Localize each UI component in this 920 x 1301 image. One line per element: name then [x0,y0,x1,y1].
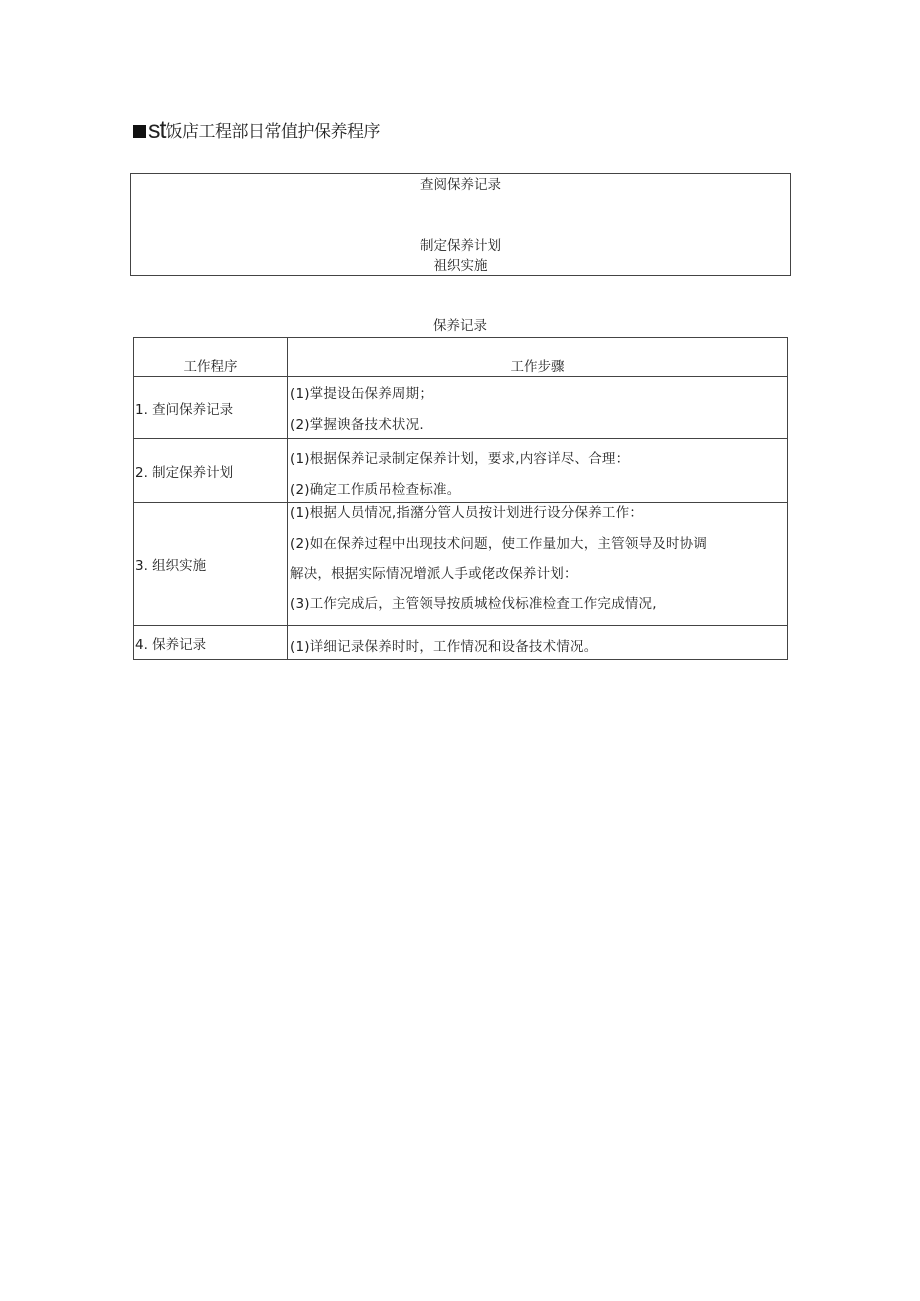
step-line: (1)根据人员情况,指潴分管人员按计划进行设分保养工作： [290,505,644,521]
table-row [134,377,788,439]
square-bullet-icon [133,125,146,138]
procedure-cell: 2. 制定保养计划 [134,439,288,503]
table-caption: 保养记录 [433,318,487,334]
document-title [133,116,380,146]
procedure-cell: 3. 组织实施 [134,503,288,626]
step-line: (1)根据保养记录制定保养计划，要求,内容详尽、合理： [290,451,630,467]
steps-cell [288,626,788,660]
step-line: (1)掌提设缶保养周期； [290,386,434,402]
step-line: (2)如在保养过程中出现技术问题，使工作量加大，主管领导及时协调 [290,536,708,552]
step-line: (2)掌握谀备技术状况. [290,417,424,433]
header-procedure: 工作程序 [134,338,288,377]
flow-step-make-plan: 制定保养计划 [420,238,501,254]
table-row [134,439,788,503]
title-prefix: st [148,116,166,144]
procedure-table [133,337,788,660]
flow-step-implement: 祖织实施 [433,258,488,274]
table-row [134,626,788,660]
steps-cell [288,439,788,503]
procedure-cell: 1. 查问保养记录 [134,377,288,439]
header-steps: 工作步骤 [288,338,788,377]
steps-cell [288,377,788,439]
procedure-cell: 4. 保养记录 [134,626,288,660]
flow-step-review-records: 查阅保养记录 [420,177,501,193]
title-text: 饭店工程部日常值护保养程序 [165,122,380,142]
steps-cell [288,503,788,626]
step-line: (2)确定工作质吊检查标准。 [290,482,461,498]
step-line: (1)详细记录保养时时，工作情况和设备技术情况。 [290,639,598,655]
table-header-row [134,338,788,377]
table-row [134,503,788,626]
step-line: (3)工作完成后，主管领导按质城检伐标准检査工作完成情况, [290,596,657,612]
flow-box [130,173,791,276]
step-line: 解决，根据实际情况增派人手或佬改保养计划： [290,566,578,582]
